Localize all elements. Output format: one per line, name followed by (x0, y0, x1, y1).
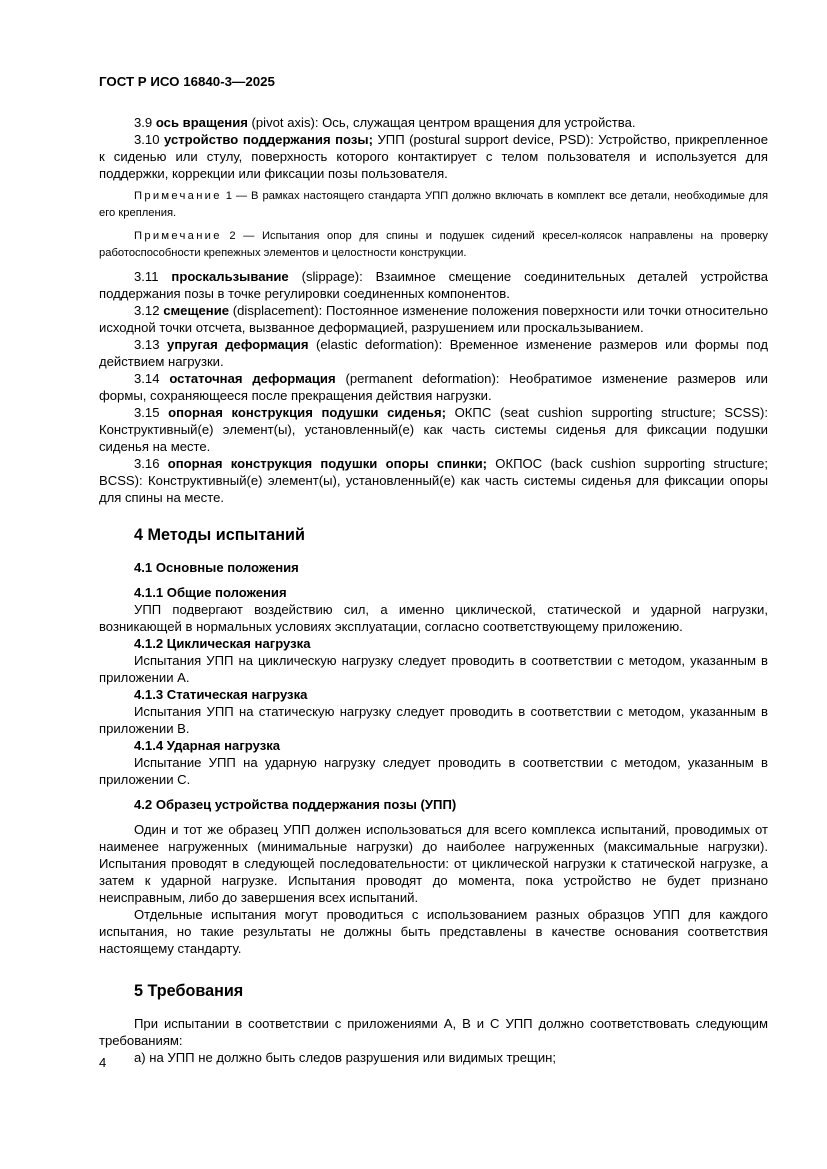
def-text: (permanent deformation): Необратимое изменение размеров или формы, сохраняющееся после прекращения действия нагрузки. (99, 371, 768, 403)
page-number: 4 (99, 1055, 107, 1070)
page-body (99, 114, 768, 1066)
note-1 (99, 188, 768, 222)
note-2 (99, 228, 768, 262)
def-term: ось вращения (155, 115, 248, 130)
def-number: 3.9 (134, 115, 153, 130)
section-4-heading: 4 Методы испытаний (134, 526, 305, 544)
def-text: (elastic deformation): Временное изменение размеров или формы под действием нагрузки. (99, 337, 768, 369)
definition-3-14 (99, 370, 768, 404)
definition-3-9 (99, 114, 768, 131)
note-label: Примечание (134, 230, 222, 242)
def-term: проскальзывание (171, 269, 289, 284)
section-4-1-4-heading: 4.1.4 Ударная нагрузка (134, 738, 281, 753)
section-4-1-1-text: УПП подвергают воздействию сил, а именно циклической, статической и ударной нагрузки, возникающей в нормальных условиях эксплуатации, согласно соответствующему приложению. (99, 602, 768, 634)
def-term: упругая деформация (167, 337, 309, 352)
section-5-item-a: а) на УПП не должно быть следов разрушения или видимых трещин; (134, 1050, 557, 1065)
def-term: опорная конструкция подушки сиденья; (168, 405, 446, 420)
section-4-1-4-text: Испытание УПП на ударную нагрузку следует проводить в соответствии с методом, указанным в приложении С. (99, 755, 768, 787)
definition-3-10 (99, 131, 768, 182)
def-text: (pivot axis): Ось, служащая центром вращения для устройства. (247, 115, 636, 130)
section-4-1-3-text: Испытания УПП на статическую нагрузку следует проводить в соответствии с методом, указанным в приложении В. (99, 704, 768, 736)
def-text: УПП (postural support device, PSD): Устройство, прикрепленное к сиденью или стулу, поверхность которого контактирует с телом пользователя и используется для поддержки, коррекции или фиксации позы пользователя. (99, 132, 768, 181)
definition-3-13 (99, 336, 768, 370)
def-term: остаточная деформация (169, 371, 336, 386)
section-4-1-1-heading: 4.1.1 Общие положения (134, 585, 287, 600)
definition-3-11 (99, 268, 768, 302)
section-4-1-2-heading: 4.1.2 Циклическая нагрузка (134, 636, 311, 651)
def-text: (displacement): Постоянное изменение положения поверхности или точки относительно исходной точки отсчета, вызванное деформацией, разрушением или проскальзыванием. (99, 303, 768, 335)
def-number: 3.14 (134, 371, 160, 386)
def-number: 3.15 (134, 405, 160, 420)
def-term: смещение (163, 303, 230, 318)
def-number: 3.11 (134, 269, 159, 284)
note-label: Примечание (134, 190, 222, 202)
section-4-1-2-text: Испытания УПП на циклическую нагрузку следует проводить в соответствии с методом, указанным в приложении А. (99, 653, 768, 685)
section-5-paragraph-1: При испытании в соответствии с приложениями А, В и С УПП должно соответствовать следующим требованиям: (99, 1016, 768, 1048)
section-4-2-heading: 4.2 Образец устройства поддержания позы (УПП) (134, 797, 457, 812)
note-text: 1 — В рамках настоящего стандарта УПП должно включать в комплект все детали, необходимые для его крепления. (99, 190, 768, 219)
document-header: ГОСТ Р ИСО 16840-3—2025 (99, 74, 275, 89)
def-term: опорная конструкция подушки опоры спинки; (167, 456, 488, 471)
section-4-2-paragraph-1: Один и тот же образец УПП должен использоваться для всего комплекса испытаний, проводимых от наименее нагруженных (минимальные нагрузки) до наиболее нагруженных (максимальные нагрузки). Испытания проводят в следующей последовательности: от циклической нагрузки к статической нагрузке, а затем к ударной нагрузке. Испытания проводят до момента, пока устройство не будет признано неисправным, либо до завершения всех испытаний. (99, 822, 768, 905)
def-number: 3.13 (134, 337, 160, 352)
section-5-heading: 5 Требования (134, 982, 244, 1000)
def-number: 3.12 (134, 303, 160, 318)
section-4-1-heading: 4.1 Основные положения (134, 560, 299, 575)
def-number: 3.16 (134, 456, 160, 471)
def-term: устройство поддержания позы; (164, 132, 373, 147)
def-number: 3.10 (134, 132, 160, 147)
section-4-1-3-heading: 4.1.3 Статическая нагрузка (134, 687, 308, 702)
def-text: ОКПС (seat cushion supporting structure; SCSS): Конструктивный(е) элемент(ы), установленный(е) как часть системы сиденья для фиксации подушки сиденья на месте. (99, 405, 769, 454)
definition-3-12 (99, 302, 768, 336)
def-text: (slippage): Взаимное смещение соединительных деталей устройства поддержания позы в точке регулировки соединенных компонентов. (99, 269, 768, 301)
definition-3-15 (99, 404, 768, 455)
def-text: ОКПОС (back cushion supporting structure; BCSS): Конструктивный(е) элемент(ы), установленный(е) как часть системы сиденья для фиксации опоры для спины на месте. (99, 456, 768, 505)
definition-3-16 (99, 455, 768, 506)
note-text: 2 — Испытания опор для спины и подушек сидений кресел-колясок направлены на проверку работоспособности крепежных элементов и целостности конструкции. (99, 230, 768, 259)
section-4-2-paragraph-2: Отдельные испытания могут проводиться с использованием разных образцов УПП для каждого испытания, но такие результаты не должны быть представлены в качестве основания соответствия настоящему стандарту. (99, 907, 768, 956)
